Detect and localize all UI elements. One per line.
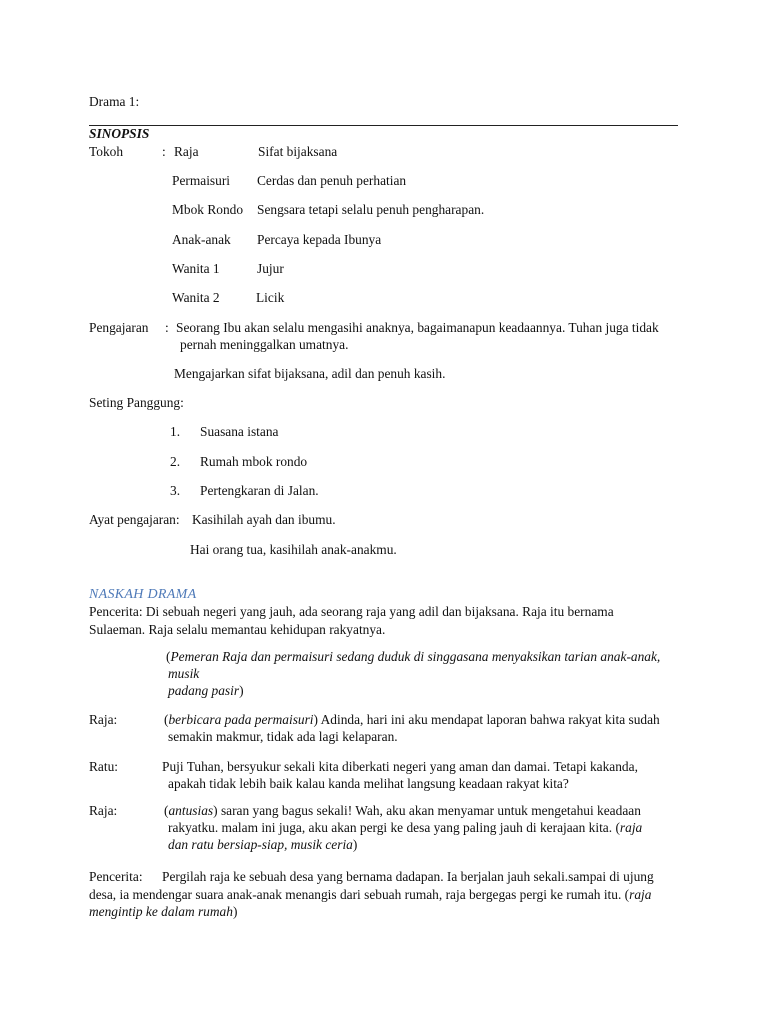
naskah-heading: NASKAH DRAMA	[89, 587, 197, 602]
dialogue-line: Puji Tuhan, bersyukur sekali kita diberkati negeri yang aman dan damai. Tetapi kakanda,	[162, 759, 638, 774]
tokoh-trait: Licik	[256, 290, 285, 305]
script-line: Sulaeman. Raja selalu memantau kehidupan rakyatnya.	[89, 622, 386, 637]
tokoh-name: Wanita 1	[172, 261, 220, 276]
tokoh-trait: Percaya kepada Ibunya	[257, 232, 382, 247]
speaker-label: Raja:	[89, 712, 118, 727]
drama-title: Drama 1:	[89, 94, 140, 109]
pengajaran-separator: :	[165, 320, 169, 335]
tokoh-name: Anak-anak	[172, 232, 231, 247]
seting-item: Pertengkaran di Jalan.	[200, 483, 319, 498]
seting-label: Seting Panggung:	[89, 395, 184, 410]
seting-number: 2.	[170, 454, 181, 469]
tokoh-name: Raja	[174, 144, 199, 159]
header-rule	[89, 125, 678, 126]
tokoh-name: Permaisuri	[172, 173, 231, 188]
speaker-label: Pencerita:	[89, 869, 143, 884]
speaker-label: Raja:	[89, 803, 118, 818]
pengajaran-text: Seorang Ibu akan selalu mengasihi anaknya, bagaimanapun keadaannya. Tuhan juga tidak	[176, 320, 659, 335]
seting-number: 1.	[170, 424, 181, 439]
script-line: Pencerita: Di sebuah negeri yang jauh, ada seorang raja yang adil dan bijaksana. Raja itu bernama	[89, 604, 614, 619]
dialogue-line: semakin makmur, tidak ada lagi kelaparan.	[168, 729, 398, 744]
tokoh-separator: :	[162, 144, 166, 159]
tokoh-name: Wanita 2	[172, 290, 220, 305]
tokoh-trait: Sifat bijaksana	[258, 144, 338, 159]
seting-number: 3.	[170, 483, 181, 498]
dialogue-line: rakyatku. malam ini juga, aku akan pergi ke desa yang paling jauh di kerajaan kita. (raja	[168, 820, 643, 835]
script-line: desa, ia mendengar suara anak-anak menangis dari sebuah rumah, raja bergegas pergi ke rumah itu. (raja	[89, 887, 652, 902]
pengajaran-text: pernah meninggalkan umatnya.	[180, 337, 349, 352]
synopsis-heading: SINOPSIS	[89, 126, 150, 141]
speaker-label: Ratu:	[89, 759, 119, 774]
dialogue-line: (berbicara pada permaisuri) Adinda, hari ini aku mendapat laporan bahwa rakyat kita sudah	[164, 712, 660, 727]
stage-direction: musik	[168, 666, 200, 681]
tokoh-trait: Jujur	[257, 261, 284, 276]
tokoh-trait: Cerdas dan penuh perhatian	[257, 173, 407, 188]
stage-direction: padang pasir)	[168, 683, 244, 698]
dialogue-line: dan ratu bersiap-siap, musik ceria)	[168, 837, 358, 852]
ayat-text: Kasihilah ayah dan ibumu.	[192, 512, 336, 527]
pengajaran-text: Mengajarkan sifat bijaksana, adil dan penuh kasih.	[174, 366, 446, 381]
pengajaran-label: Pengajaran	[89, 320, 149, 335]
tokoh-name: Mbok Rondo	[172, 202, 244, 217]
ayat-label: Ayat pengajaran:	[89, 512, 180, 527]
tokoh-label: Tokoh	[89, 144, 124, 159]
stage-direction: (Pemeran Raja dan permaisuri sedang duduk di singgasana menyaksikan tarian anak-anak,	[166, 649, 661, 664]
script-line: mengintip ke dalam rumah)	[89, 904, 238, 919]
seting-item: Suasana istana	[200, 424, 279, 439]
script-line: Pergilah raja ke sebuah desa yang bernama dadapan. Ia berjalan jauh sekali.sampai di ujung	[162, 869, 654, 884]
ayat-text: Hai orang tua, kasihilah anak-anakmu.	[190, 542, 397, 557]
tokoh-trait: Sengsara tetapi selalu penuh pengharapan.	[257, 202, 485, 217]
dialogue-line: (antusias) saran yang bagus sekali! Wah, aku akan menyamar untuk mengetahui keadaan	[164, 803, 641, 818]
dialogue-line: apakah tidak lebih baik kalau kanda melihat langsung keadaan rakyat kita?	[168, 776, 569, 791]
seting-item: Rumah mbok rondo	[200, 454, 308, 469]
